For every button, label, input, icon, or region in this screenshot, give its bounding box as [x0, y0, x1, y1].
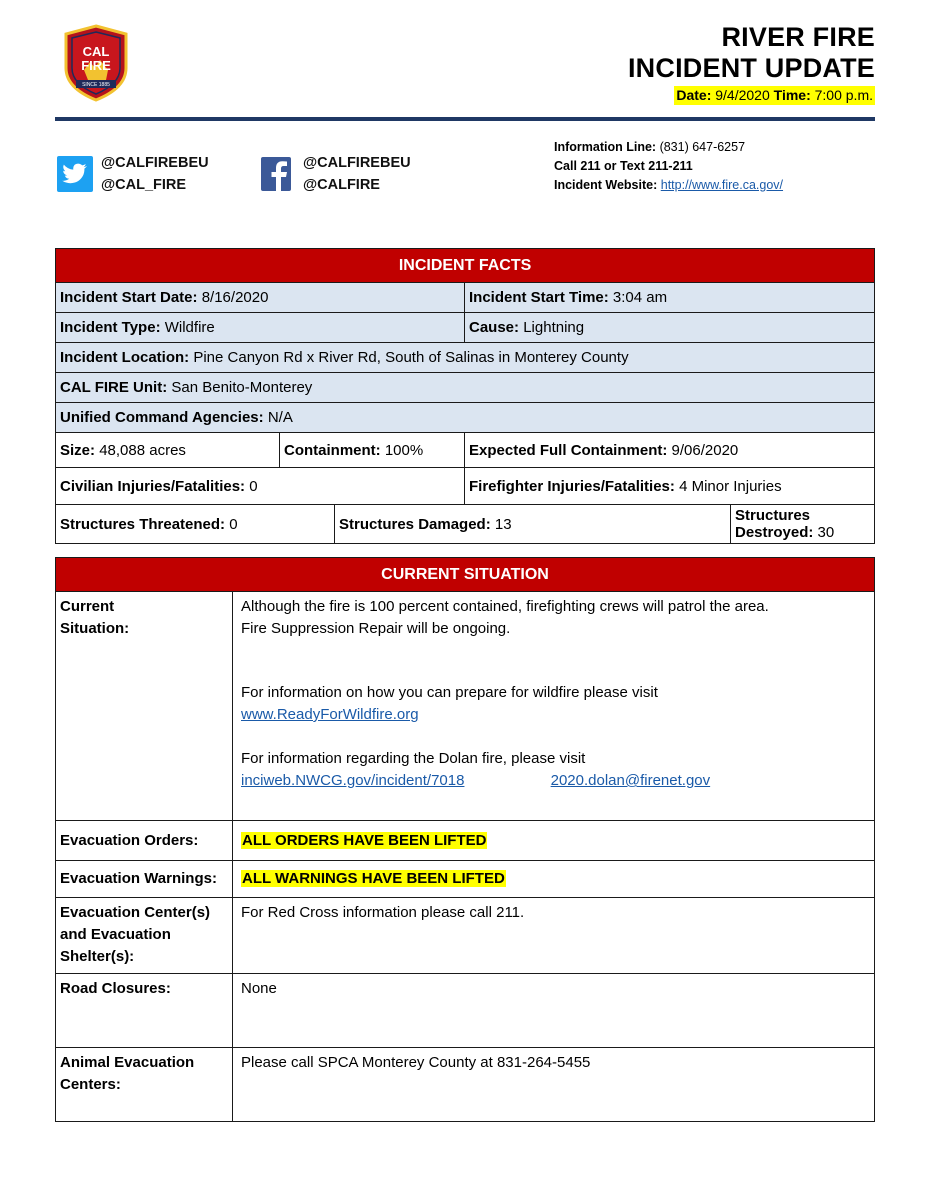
inciweb-link[interactable]: inciweb.NWCG.gov/incident/7018 [241, 772, 465, 789]
evacuation-warnings-label: Evacuation Warnings: [56, 861, 233, 898]
cause-cell [465, 313, 875, 343]
civilian-injuries-value: 0 [249, 477, 258, 495]
evacuation-orders-value: ALL ORDERS HAVE BEEN LIFTED [242, 831, 487, 849]
fire-name-title: RIVER FIRE [721, 22, 875, 52]
incident-type-value: Wildfire [164, 319, 215, 336]
cal-fire-logo [62, 24, 130, 102]
website-label: Incident Website: [554, 178, 658, 192]
animal-evacuation-label [56, 1048, 233, 1122]
evacuation-orders-label: Evacuation Orders: [56, 821, 233, 861]
facebook-handle-1[interactable]: @CALFIREBEU [303, 155, 411, 171]
logo-text-cal: CAL [82, 44, 110, 59]
date-time-line [674, 86, 875, 105]
unified-command-cell [56, 403, 875, 433]
twitter-handle-2[interactable]: @CAL_FIRE [101, 177, 187, 193]
twitter-icon[interactable] [57, 156, 93, 192]
evacuation-warnings-value: ALL WARNINGS HAVE BEEN LIFTED [242, 870, 505, 887]
structures-damaged-label: Structures Damaged: [339, 515, 491, 533]
current-situation-heading: CURRENT SITUATION [56, 558, 875, 592]
title-block [628, 22, 875, 105]
time-label: Time: [773, 87, 811, 103]
structures-damaged-value: 13 [494, 515, 512, 533]
evacuation-warnings-cell [233, 861, 875, 898]
evacuation-center-value: For Red Cross information please call 211. [233, 898, 875, 974]
time-value: 7:00 p.m. [814, 87, 873, 103]
current-situation-label-line2: Situation: [60, 620, 130, 637]
start-time-value: 3:04 am [612, 289, 668, 306]
road-closures-label: Road Closures: [56, 974, 233, 1048]
evacuation-orders-cell [233, 821, 875, 861]
evacuation-center-label-line3: Shelter(s): [60, 948, 135, 965]
firefighter-injuries-value: 4 Minor Injuries [679, 477, 782, 495]
expected-containment-cell [465, 433, 875, 468]
structures-threatened-value: 0 [229, 515, 238, 533]
road-closures-value: None [233, 974, 875, 1048]
structures-destroyed-value: 30 [817, 524, 835, 541]
structures-threatened-cell [56, 505, 335, 544]
cal-fire-unit-cell [56, 373, 875, 403]
situation-text-line1: Although the fire is 100 percent contained, firefighting crews will patrol the area. [241, 598, 769, 615]
call-text-line [554, 157, 783, 176]
twitter-block [57, 152, 209, 196]
current-situation-label-line1: Current [60, 598, 115, 615]
incident-update-title: INCIDENT UPDATE [627, 53, 875, 83]
current-situation-label [56, 592, 233, 821]
prepare-text: For information on how you can prepare for wildfire please visit [241, 684, 658, 701]
situation-text-line2: Fire Suppression Repair will be ongoing. [241, 620, 511, 637]
header-divider [55, 117, 875, 121]
contact-info [554, 138, 783, 195]
civilian-injuries-cell [56, 468, 465, 505]
info-line-value: (831) 647-6257 [659, 140, 746, 154]
start-date-cell [56, 283, 465, 313]
start-date-label: Incident Start Date: [60, 289, 198, 306]
containment-cell [280, 433, 465, 468]
info-line-label: Information Line: [554, 140, 657, 154]
date-label: Date: [676, 87, 712, 103]
structures-threatened-label: Structures Threatened: [60, 515, 226, 533]
cal-fire-unit-label: CAL FIRE Unit: [60, 379, 168, 396]
incident-location-cell [56, 343, 875, 373]
evacuation-center-label-line1: Evacuation Center(s) [60, 904, 211, 921]
cal-fire-shield-icon [62, 24, 130, 102]
start-time-label: Incident Start Time: [469, 289, 609, 306]
current-situation-table [55, 557, 875, 1122]
expected-containment-value: 9/06/2020 [671, 441, 739, 459]
facebook-handle-2[interactable]: @CALFIRE [303, 177, 380, 193]
current-situation-content [233, 592, 875, 821]
unified-command-value: N/A [267, 409, 293, 426]
date-value: 9/4/2020 [715, 87, 770, 103]
incident-location-value: Pine Canyon Rd x River Rd, South of Salinas in Monterey County [193, 349, 629, 366]
containment-value: 100% [384, 441, 424, 459]
twitter-handle-1[interactable]: @CALFIREBEU [101, 155, 209, 171]
firefighter-injuries-label: Firefighter Injuries/Fatalities: [469, 477, 675, 495]
cause-value: Lightning [523, 319, 585, 336]
logo-ribbon-text: SINCE 1885 [82, 82, 110, 88]
structures-destroyed-cell [731, 505, 875, 544]
evacuation-center-label [56, 898, 233, 974]
start-time-cell [465, 283, 875, 313]
size-cell [56, 433, 280, 468]
unified-command-label: Unified Command Agencies: [60, 409, 264, 426]
incident-type-cell [56, 313, 465, 343]
incident-facts-table [55, 248, 875, 544]
expected-containment-label: Expected Full Containment: [469, 441, 668, 459]
call-text: Call 211 or Text 211-211 [554, 159, 693, 173]
facebook-icon[interactable] [261, 157, 291, 191]
dolan-text: For information regarding the Dolan fire, please visit [241, 750, 586, 767]
cal-fire-unit-value: San Benito-Monterey [171, 379, 313, 396]
containment-label: Containment: [284, 441, 381, 459]
civilian-injuries-label: Civilian Injuries/Fatalities: [60, 477, 246, 495]
facebook-block [261, 152, 411, 196]
start-date-value: 8/16/2020 [201, 289, 269, 306]
size-label: Size: [60, 441, 96, 459]
incident-type-label: Incident Type: [60, 319, 161, 336]
firefighter-injuries-cell [465, 468, 875, 505]
cause-label: Cause: [469, 319, 520, 336]
incident-location-label: Incident Location: [60, 349, 190, 366]
structures-damaged-cell [335, 505, 731, 544]
dolan-email-link[interactable]: 2020.dolan@firenet.gov [550, 772, 711, 789]
size-value: 48,088 acres [99, 441, 186, 459]
animal-evacuation-value: Please call SPCA Monterey County at 831-264-5455 [233, 1048, 875, 1122]
info-line [554, 138, 783, 157]
incident-facts-heading: INCIDENT FACTS [56, 249, 875, 283]
animal-evacuation-label-line1: Animal Evacuation [60, 1054, 195, 1071]
website-line [554, 176, 783, 195]
animal-evacuation-label-line2: Centers: [60, 1076, 121, 1093]
logo-text-fire: FIRE [81, 58, 111, 73]
evacuation-center-label-line2: and Evacuation [60, 926, 171, 943]
ready-for-wildfire-link[interactable]: www.ReadyForWildfire.org [241, 706, 419, 723]
structures-destroyed-label: Structures Destroyed: [735, 507, 814, 541]
website-link[interactable]: http://www.fire.ca.gov/ [660, 178, 784, 192]
